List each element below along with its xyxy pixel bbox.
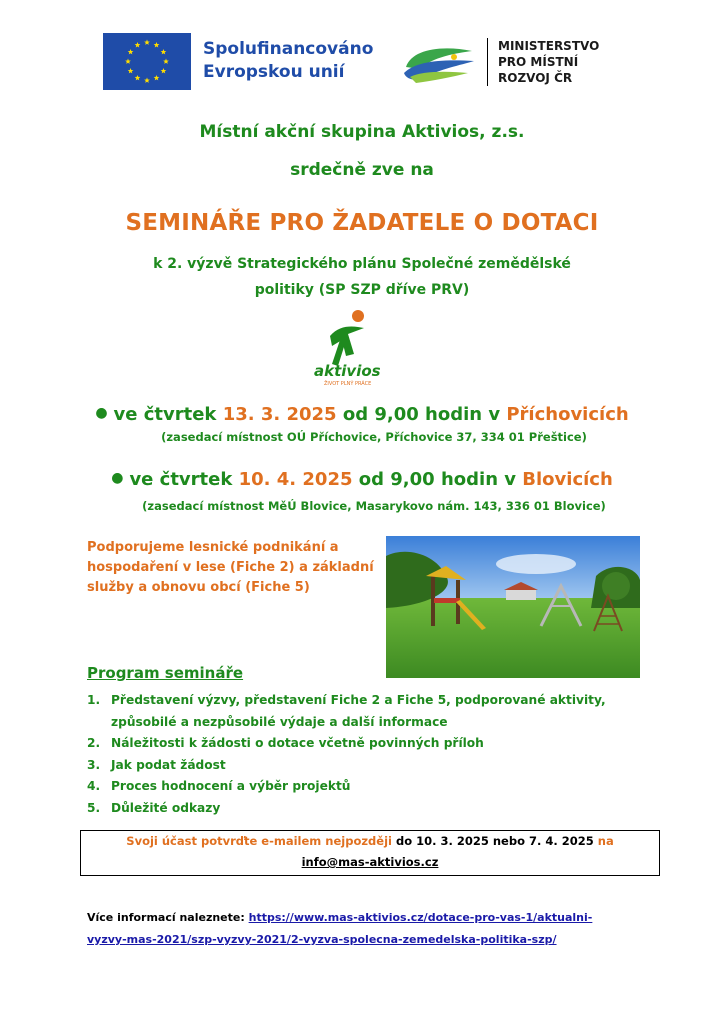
list-item-text: Proces hodnocení a výběr projektů <box>111 779 351 793</box>
ministry-text-line2: PRO MÍSTNÍ <box>498 55 579 69</box>
registration-email[interactable]: info@mas-aktivios.cz <box>301 855 439 869</box>
eu-cofinancing-label <box>203 38 373 84</box>
list-item-number: 2. <box>87 736 101 750</box>
program-list <box>87 690 647 819</box>
list-item-number: 1. <box>87 693 101 707</box>
list-item-number: 4. <box>87 779 101 793</box>
eu-flag-icon <box>103 33 191 90</box>
more-info-label: Více informací naleznete: <box>87 911 249 924</box>
event-1-prefix: ve čtvrtek <box>113 404 223 425</box>
list-item-text: Jak podat žádost <box>111 757 226 772</box>
event-2-date: 10. 4. 2025 <box>238 469 353 490</box>
event-2-time: od 9,00 hodin v <box>352 469 523 490</box>
list-item-text: Náležitosti k žádosti o dotace včetně povinných příloh <box>111 736 484 750</box>
list-item <box>87 733 647 755</box>
eu-text-line1: Spolufinancováno <box>203 39 374 59</box>
registration-text: Svoji účast potvrďte e-mailem nejpozději <box>126 834 396 848</box>
subtitle-line1: k 2. výzvě Strategického plánu Společné zemědělské <box>153 256 571 272</box>
list-item-text: Důležité odkazy <box>111 800 221 815</box>
more-info-link-part2[interactable]: vyzvy-mas-2021/szp-vyzvy-2021/2-vyzva-spolecna-zemedelska-politika-szp/ <box>87 933 557 946</box>
playground-photo <box>386 536 640 678</box>
list-item <box>87 798 647 820</box>
event-2-place: Blovicích <box>522 469 613 490</box>
ministry-divider <box>487 38 488 86</box>
ministry-label <box>498 38 599 86</box>
invite-text: srdečně zve na <box>290 160 434 180</box>
event-2-address: (zasedací místnost MěÚ Blovice, Masarykovo nám. 143, 336 01 Blovice) <box>142 499 606 513</box>
event-1-address: (zasedací místnost OÚ Příchovice, Příchovice 37, 334 01 Přeštice) <box>161 430 587 444</box>
list-item-text: Představení výzvy, představení Fiche 2 a Fiche 5, podporované aktivity, <box>111 693 606 707</box>
registration-box <box>80 830 660 876</box>
list-item <box>87 690 647 712</box>
list-item-number: 5. <box>87 800 101 815</box>
list-item <box>87 776 647 798</box>
list-item-continuation: způsobilé a nezpůsobilé výdaje a další informace <box>111 714 448 729</box>
ministry-text-line1: MINISTERSTVO <box>498 39 600 53</box>
registration-deadline: do 10. 3. 2025 nebo 7. 4. 2025 <box>395 834 594 848</box>
support-text: Podporujeme lesnické podnikání a hospodaření v lese (Fiche 2) a základní služby a obnovu obcí (Fiche 5) <box>87 540 374 595</box>
subtitle-line2: politiky (SP SZP dříve PRV) <box>254 282 470 298</box>
aktivios-logo-icon <box>310 306 388 388</box>
headline: SEMINÁŘE PRO ŽADATELE O DOTACI <box>125 210 599 236</box>
ministry-text-line3: ROZVOJ ČR <box>498 71 573 85</box>
event-1-time: od 9,00 hodin v <box>336 404 507 425</box>
eu-text-line2: Evropskou unií <box>203 62 345 82</box>
list-item-number: 3. <box>87 757 101 772</box>
program-title: Program semináře <box>87 664 244 682</box>
ministry-logo-icon <box>402 43 477 85</box>
registration-text-end: na <box>593 834 614 848</box>
aktivios-logo-text: aktivios <box>314 362 381 380</box>
event-2 <box>0 469 724 490</box>
event-2-prefix: ve čtvrtek <box>129 469 239 490</box>
aktivios-logo-tagline: ŽIVOT PLNÝ PRÁCE <box>324 381 372 387</box>
more-info-link-part1[interactable]: https://www.mas-aktivios.cz/dotace-pro-vas-1/aktualni- <box>248 911 593 924</box>
more-info <box>87 907 647 951</box>
event-1 <box>0 404 724 425</box>
list-item <box>87 755 647 777</box>
bullet-icon: ● <box>111 470 124 486</box>
organization-name: Místní akční skupina Aktivios, z.s. <box>199 122 525 142</box>
bullet-icon: ● <box>95 405 108 421</box>
event-1-place: Příchovicích <box>506 404 629 425</box>
event-1-date: 13. 3. 2025 <box>222 404 337 425</box>
